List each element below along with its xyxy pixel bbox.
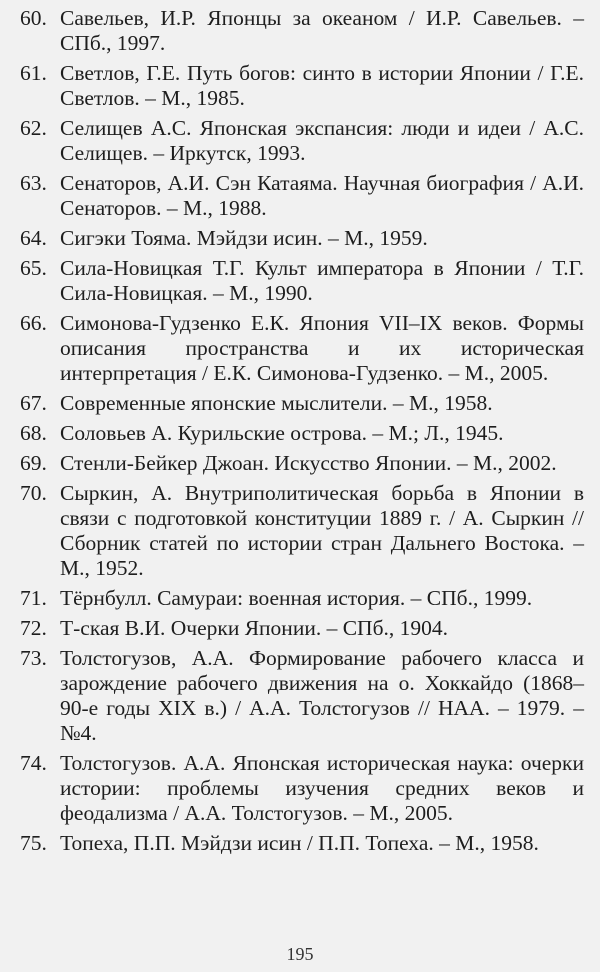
entry-text: Сенаторов, А.И. Сэн Катаяма. Научная биография / А.И. Сенаторов. – М., 1988.: [60, 171, 584, 220]
entry-number: 73.: [20, 646, 47, 670]
entry-text: Стенли-Бейкер Джоан. Искусство Японии. – М., 2002.: [60, 451, 557, 475]
entry-number: 65.: [20, 256, 47, 280]
bibliography-entry: [20, 391, 584, 416]
entry-number: 66.: [20, 311, 47, 335]
bibliography-entry: [20, 61, 584, 111]
entry-number: 69.: [20, 451, 47, 475]
entry-text: Савельев, И.Р. Японцы за океаном / И.Р. Савельев. – СПб., 1997.: [60, 6, 584, 55]
entry-number: 63.: [20, 171, 47, 195]
bibliography-entry: [20, 451, 584, 476]
bibliography-entry: [20, 751, 584, 826]
entry-number: 60.: [20, 6, 47, 30]
entry-number: 72.: [20, 616, 47, 640]
page-number: 195: [286, 944, 314, 964]
entry-number: 70.: [20, 481, 47, 505]
entry-text: Толстогузов. А.А. Японская историческая наука: очерки истории: проблемы изучения средних веков и феодализма / А.А. Толстогузов. – М., 2005.: [60, 751, 584, 825]
entry-text: Современные японские мыслители. – М., 1958.: [60, 391, 493, 415]
entry-number: 62.: [20, 116, 47, 140]
bibliography-entry: [20, 6, 584, 56]
bibliography-entry: [20, 311, 584, 386]
entry-text: Т-ская В.И. Очерки Японии. – СПб., 1904.: [60, 616, 449, 640]
entry-number: 67.: [20, 391, 47, 415]
entry-number: 61.: [20, 61, 47, 85]
entry-number: 75.: [20, 831, 47, 855]
entry-number: 68.: [20, 421, 47, 445]
bibliography-list: [20, 6, 584, 861]
entry-text: Сыркин, А. Внутриполитическая борьба в Японии в связи с подготовкой конституции 1889 г. / А. Сыркин // Сборник статей по истории стран Дальнего Востока. – М., 1952.: [60, 481, 584, 580]
bibliography-entry: [20, 616, 584, 641]
bibliography-entry: [20, 226, 584, 251]
entry-text: Селищев А.С. Японская экспансия: люди и идеи / А.С. Селищев. – Иркутск, 1993.: [60, 116, 584, 165]
bibliography-entry: [20, 586, 584, 611]
entry-text: Светлов, Г.Е. Путь богов: синто в истории Японии / Г.Е. Светлов. – М., 1985.: [60, 61, 584, 110]
bibliography-entry: [20, 481, 584, 581]
bibliography-entry: [20, 421, 584, 446]
bibliography-entry: [20, 171, 584, 221]
entry-text: Сила-Новицкая Т.Г. Культ императора в Японии / Т.Г. Сила-Новицкая. – М., 1990.: [60, 256, 584, 305]
entry-number: 64.: [20, 226, 47, 250]
entry-text: Соловьев А. Курильские острова. – М.; Л., 1945.: [60, 421, 504, 445]
entry-number: 71.: [20, 586, 47, 610]
bibliography-entry: [20, 256, 584, 306]
entry-number: 74.: [20, 751, 47, 775]
entry-text: Симонова-Гудзенко Е.К. Япония VII–IX веков. Формы описания пространства и их историческая интерпретация / Е.К. Симонова-Гудзенко. – М., 2005.: [60, 311, 584, 385]
entry-text: Толстогузов, А.А. Формирование рабочего класса и зарождение рабочего движения на о. Хоккайдо (1868–90-е годы XIX в.) / А.А. Толстогузов // НАА. – 1979. – №4.: [60, 646, 584, 745]
bibliography-entry: [20, 646, 584, 746]
entry-text: Топеха, П.П. Мэйдзи исин / П.П. Топеха. – М., 1958.: [60, 831, 539, 855]
entry-text: Сигэки Тояма. Мэйдзи исин. – М., 1959.: [60, 226, 428, 250]
entry-text: Тёрнбулл. Самураи: военная история. – СПб., 1999.: [60, 586, 533, 610]
bibliography-entry: [20, 116, 584, 166]
bibliography-entry: [20, 831, 584, 856]
